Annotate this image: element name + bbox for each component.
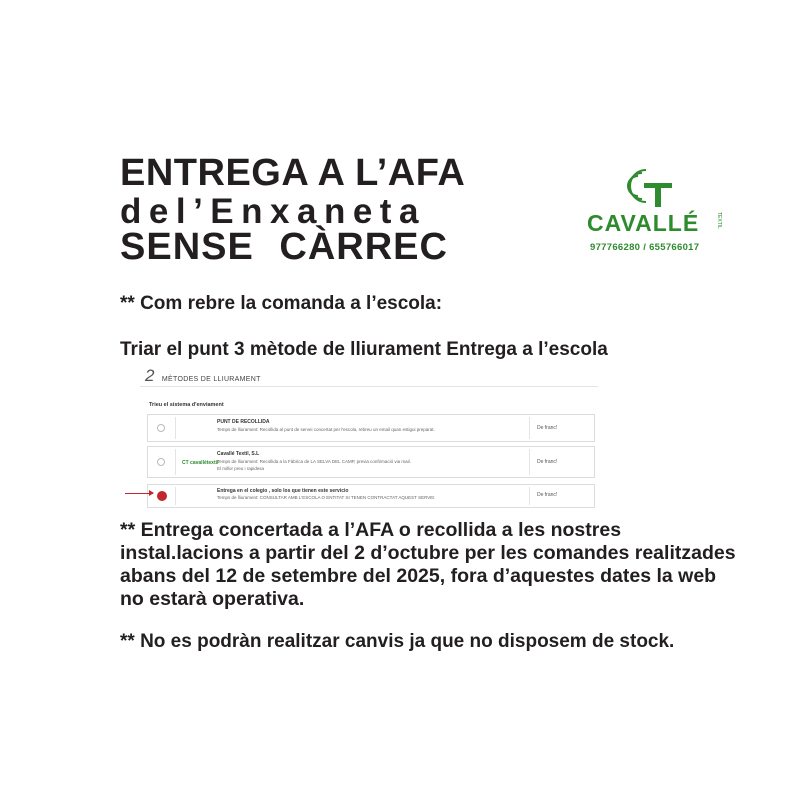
step-title: MÈTODES DE LLIURAMENT [161, 376, 261, 383]
option-description: Temps de lliurament: Recollida a la Fàbrica de LA SELVA DEL CAMP, previa confirmació via mail. [217, 459, 411, 464]
divider [175, 449, 176, 475]
no-exchanges-note: ** No es podràn realitzar canvis ja que no disposem de stock. [120, 631, 675, 652]
option-title: PUNT DE RECOLLIDA [217, 419, 270, 425]
title-line-3: SENSE CÀRREC [120, 226, 448, 268]
divider [529, 449, 530, 475]
option-description: El millor preu i rapidesa [217, 466, 265, 471]
instruction-step: Triar el punt 3 mètode de lliurament Entrega a l’escola [120, 339, 608, 360]
red-arrow-icon [125, 493, 153, 494]
shipping-subtitle: Trieu el sistema d'enviament [149, 402, 224, 408]
divider [140, 386, 598, 387]
logo-phones: 977766280 / 655766017 [590, 242, 700, 253]
option-price: De franc! [537, 459, 558, 465]
step-header [145, 366, 261, 386]
title-line-1: ENTREGA A L’AFA [120, 152, 466, 194]
shipping-option-selected[interactable] [147, 484, 595, 508]
title-line-2: del’Enxaneta [120, 192, 426, 231]
divider [175, 417, 176, 439]
radio-button-selected[interactable] [157, 491, 167, 501]
cavalle-logo [585, 160, 735, 260]
option-title: Cavallé Textil, S.L [217, 451, 260, 457]
radio-button[interactable] [157, 458, 165, 466]
option-description: Temps de lliurament: Recollida al punt de servei concertat per l'escola, rebreu un email quan estigui preparat. [217, 427, 435, 432]
delivery-methods-screenshot [140, 362, 600, 517]
logo-subtitle: TEXTIL [716, 212, 722, 229]
option-price: De franc! [537, 425, 558, 431]
shipping-option[interactable] [147, 414, 595, 442]
option-title: Entrega en el colegio , solo los que tienen este servicio [217, 488, 349, 494]
option-description: Temps de lliurament: CONSULTAR AMB L'ESCOLA O ENTITAT SI TENEN CONTRACTAT AQUEST SERVEI [217, 495, 435, 500]
logo-brand-name: CAVALLÉ [587, 210, 700, 236]
divider [529, 417, 530, 439]
divider [175, 487, 176, 505]
option-price: De franc! [537, 492, 558, 498]
instruction-heading: ** Com rebre la comanda a l’escola: [120, 293, 443, 314]
carrier-logo: CT cavallétextil [182, 460, 219, 466]
radio-button[interactable] [157, 424, 165, 432]
step-number: 2 [145, 366, 155, 385]
ct-logo-icon [620, 164, 680, 214]
delivery-info-paragraph: ** Entrega concertada a l’AFA o recollida a les nostres instal.lacions a partir del 2 d’octubre per les comandes realitzades abans del 12 de setembre del 2025, fora d’aquestes dates la web no estarà operativa. [120, 519, 736, 610]
divider [529, 487, 530, 505]
shipping-option[interactable] [147, 446, 595, 478]
